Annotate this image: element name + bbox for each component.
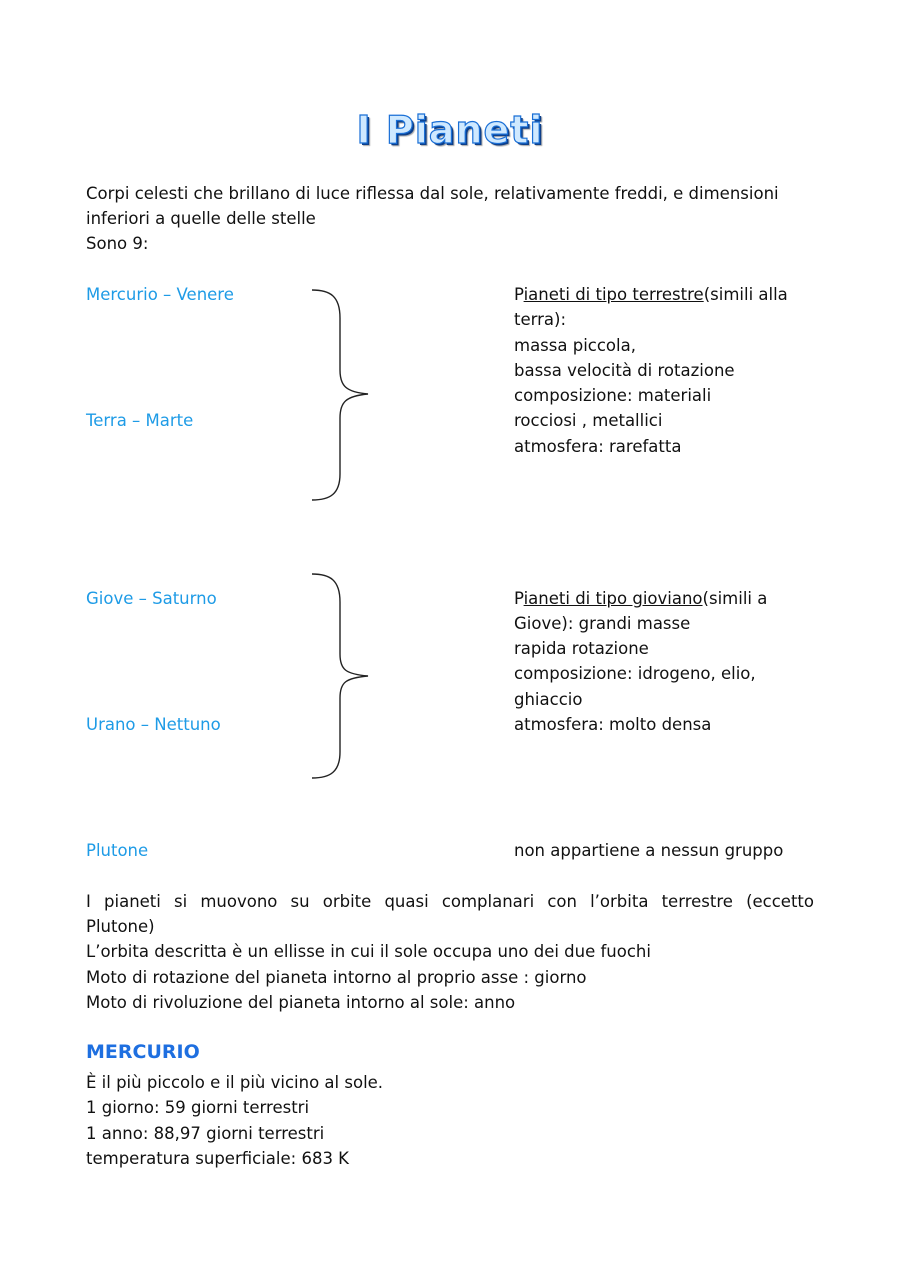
planet-pluto: Plutone [86, 841, 149, 860]
planet-pair-jupiter-saturn: Giove – Saturno [86, 589, 217, 608]
jovian-desc-line: ghiaccio [514, 690, 583, 709]
terrestrial-desc-title [514, 282, 788, 307]
jovian-desc-prefix: P [514, 589, 524, 608]
terrestrial-desc-line: composizione: materiali [514, 386, 712, 405]
terrestrial-desc-line: atmosfera: rarefatta [514, 437, 682, 456]
jovian-desc-suffix: (simili a [702, 589, 768, 608]
terrestrial-desc-underlined: ianeti di tipo terrestre [523, 285, 704, 304]
orbits-line-3: L’orbita descritta è un ellisse in cui il sole occupa uno dei due fuochi [86, 942, 651, 961]
orbits-line-1: I pianeti si muovono su orbite quasi complanari con l’orbita terrestre (eccetto [86, 892, 814, 911]
intro-line-2: inferiori a quelle delle stelle [86, 209, 316, 228]
terrestrial-desc-line: terra): [514, 310, 567, 329]
jovian-desc-underlined: ianeti di tipo gioviano [523, 589, 703, 608]
page-title: I Pianeti [356, 108, 544, 152]
orbits-line-5: Moto di rivoluzione del pianeta intorno al sole: anno [86, 993, 516, 1012]
terrestrial-brace [308, 288, 378, 504]
jovian-desc-line: Giove): grandi masse [514, 614, 691, 633]
mercury-line-4: temperatura superficiale: 683 K [86, 1149, 350, 1168]
planet-pair-uranus-neptune: Urano – Nettuno [86, 715, 221, 734]
jovian-desc-line: rapida rotazione [514, 639, 649, 658]
jovian-brace [308, 572, 378, 782]
terrestrial-desc-suffix: (simili alla [703, 285, 788, 304]
jovian-desc-title [514, 586, 767, 611]
mercury-line-3: 1 anno: 88,97 giorni terrestri [86, 1124, 325, 1143]
terrestrial-desc-prefix: P [514, 285, 524, 304]
jovian-desc-line: composizione: idrogeno, elio, [514, 664, 756, 683]
terrestrial-desc-line: massa piccola, [514, 336, 636, 355]
mercury-line-1: È il più piccolo e il più vicino al sole. [86, 1073, 384, 1092]
intro-line-1: Corpi celesti che brillano di luce riflessa dal sole, relativamente freddi, e dimensioni [86, 184, 779, 203]
jovian-desc-line: atmosfera: molto densa [514, 715, 712, 734]
orbits-line-2: Plutone) [86, 917, 155, 936]
terrestrial-desc-line: rocciosi , metallici [514, 411, 663, 430]
intro-line-3: Sono 9: [86, 234, 149, 253]
planet-pair-earth-mars: Terra – Marte [86, 411, 194, 430]
mercury-line-2: 1 giorno: 59 giorni terrestri [86, 1098, 310, 1117]
mercury-heading: MERCURIO [86, 1041, 200, 1063]
planet-pair-mercury-venus: Mercurio – Venere [86, 285, 234, 304]
terrestrial-desc-line: bassa velocità di rotazione [514, 361, 735, 380]
orbits-line-4: Moto di rotazione del pianeta intorno al proprio asse : giorno [86, 968, 587, 987]
pluto-note: non appartiene a nessun gruppo [514, 841, 784, 860]
